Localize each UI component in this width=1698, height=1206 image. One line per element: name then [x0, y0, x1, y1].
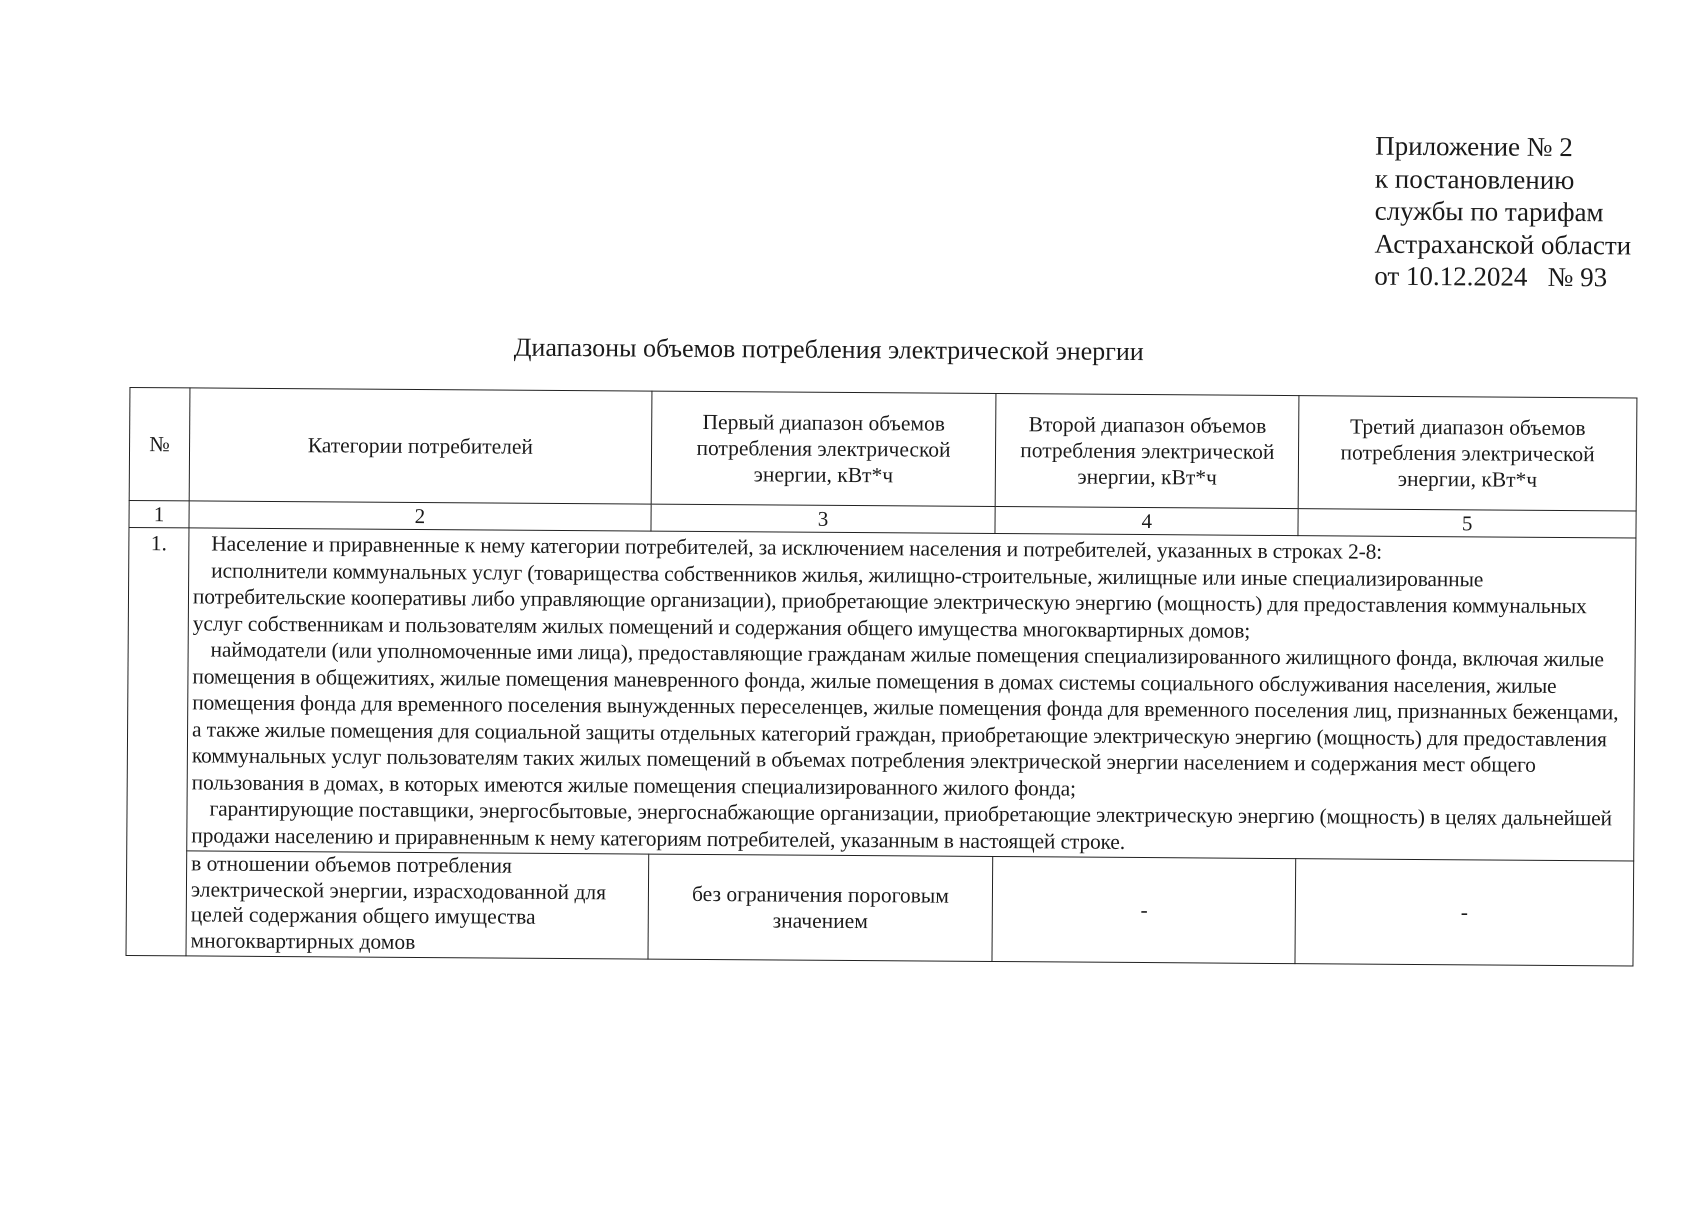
sub-range3-cell: -: [1295, 859, 1634, 966]
appendix-line: от 10.12.2024 № 93: [1374, 260, 1608, 293]
column-number: 2: [189, 501, 651, 531]
appendix-block: [1374, 130, 1632, 294]
row-1-description: [127, 527, 1636, 861]
sub-range2-cell: -: [992, 857, 1296, 964]
column-number: 1: [129, 500, 189, 527]
header-category: Категории потребителей: [189, 388, 651, 504]
header-no: №: [129, 387, 190, 500]
header-range3: Третий диапазон объемов потребления электрической энергии, кВт*ч: [1298, 396, 1637, 511]
description-paragraph: наймодатели (или уполномоченные ими лица), предоставляющие гражданам жилые помещения специализированного жилищного фонда, включая жилые помещения в общежитиях, жилые помещения маневренного фонда, жилые помещения в домах системы социального обслуживания населения, жилые помещения фонда для временного поселения вынужденных переселенцев, жилые помещения фонда для временного поселения лиц, признанных беженцами, а также жилые помещения для социальной защиты отдельных категорий граждан, приобретающие электрическую энергию (мощность) для предоставления коммунальных услуг пользователям таких жилых помещений в объемах потребления электрической энергии населением и содержания мест общего пользования в домах, в которых имеются жилые помещения специализированного жилого фонда;: [191, 637, 1619, 801]
appendix-line: Астраханской области: [1374, 228, 1632, 260]
sub-range1-cell: без ограничения пороговым значением: [648, 854, 993, 961]
row-1-sub: [126, 850, 1634, 966]
header-row: [129, 387, 1637, 511]
description-paragraph: Население и приравненные к нему категории потребителей, за исключением населения и потребителей, указанных в строках 2-8:: [211, 531, 1383, 564]
appendix-line: службы по тарифам: [1374, 195, 1604, 228]
row-1-number: 1.: [126, 527, 189, 955]
column-number: 4: [995, 507, 1298, 536]
description-paragraph: исполнители коммунальных услуг (товарищества собственников жилья, жилищно-строительные, жилищные или иные специализированные потребительские кооперативы либо управляющие организации), приобретающие электрическую энергию (мощность) для предоставления коммунальных услуг собственникам и пользователям жилых помещений и содержания общего имущества многоквартирных домов;: [192, 558, 1587, 643]
document-title: Диапазоны объемов потребления электрической энергии: [513, 332, 1144, 367]
column-number: 5: [1298, 509, 1636, 538]
column-number: 3: [651, 504, 996, 533]
appendix-line: Приложение № 2: [1375, 130, 1573, 163]
header-range2: Второй диапазон объемов потребления электрической энергии, кВт*ч: [996, 394, 1300, 509]
header-range1: Первый диапазон объемов потребления электрической энергии, кВт*ч: [651, 391, 997, 506]
description-paragraph: гарантирующие поставщики, энергосбытовые, энергоснабжающие организации, приобретающие электрическую энергию (мощность) в целях дальнейшей продажи населению и приравненным к нему категориям потребителей, указанным в настоящей строке.: [191, 796, 1613, 854]
ranges-table: [125, 387, 1637, 967]
row-1-description-cell: [187, 528, 1636, 861]
appendix-line: к постановлению: [1374, 163, 1575, 195]
sub-category-cell: в отношении объемов потребления электрической энергии, израсходованной для целей содержания общего имущества многоквартирных домов: [186, 851, 648, 959]
